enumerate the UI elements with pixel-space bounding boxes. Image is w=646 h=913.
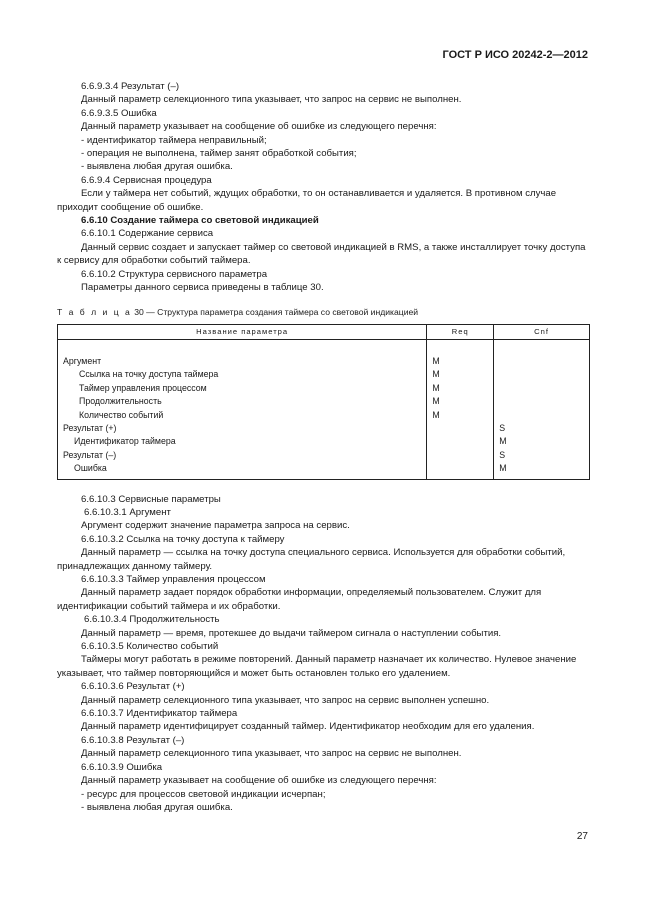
document-header: ГОСТ Р ИСО 20242-2—2012 bbox=[442, 49, 588, 61]
table-row bbox=[58, 422, 590, 435]
paragraph: Таймеры могут работать в режиме повторений. Данный параметр назначает их количество. Нулевое значение указывает, что таймер повторяющийся и может быть остановлен только его удалением. bbox=[57, 654, 577, 679]
clause-heading: 6.6.9.3.5 Ошибка bbox=[81, 107, 157, 119]
table-cell-cnf: M bbox=[494, 435, 590, 448]
table-cell-req: M bbox=[427, 395, 494, 408]
clause-heading: 6.6.9.3.4 Результат (–) bbox=[81, 81, 180, 92]
clause-heading: 6.6.10.3.4 Продолжительность bbox=[84, 614, 220, 626]
table-cell-cnf: S bbox=[494, 422, 590, 435]
table-cell-req bbox=[427, 435, 494, 448]
table-row bbox=[58, 462, 590, 479]
table-cell-cnf bbox=[494, 382, 590, 395]
table-cell-req: M bbox=[427, 368, 494, 381]
column-header-name: Название параметра bbox=[58, 324, 427, 339]
column-header-cnf: Cnf bbox=[494, 324, 590, 339]
table-cell-name: Таймер управления процессом bbox=[58, 382, 427, 395]
clause-heading: 6.6.10.3.6 Результат (+) bbox=[81, 681, 185, 693]
paragraph: Если у таймера нет событий, ждущих обработки, то он останавливается и удаляется. В противном случае приходит сообщение об ошибке. bbox=[57, 188, 557, 213]
paragraph: Данный параметр селекционного типа указывает, что запрос на сервис не выполнен. bbox=[81, 94, 462, 106]
table-row bbox=[58, 368, 590, 381]
table-cell-req: M bbox=[427, 339, 494, 368]
paragraph: Данный параметр — ссылка на точку доступа специального сервиса. Используется для обработки событий, принадлежащих данному таймеру. bbox=[57, 547, 566, 572]
list-item: - ресурс для процессов световой индикации исчерпан; bbox=[81, 788, 326, 800]
clause-heading: 6.6.10.1 Содержание сервиса bbox=[81, 228, 214, 240]
table-cell-req: M bbox=[427, 409, 494, 422]
table-cell-name: Результат (–) bbox=[58, 449, 427, 462]
table-cell-req bbox=[427, 449, 494, 462]
table-cell-cnf: M bbox=[494, 462, 590, 479]
page-number: 27 bbox=[576, 831, 588, 842]
clause-heading: 6.6.10.3.5 Количество событий bbox=[81, 641, 219, 653]
list-item: - выявлена любая другая ошибка. bbox=[81, 161, 233, 173]
table-row bbox=[58, 435, 590, 448]
clause-heading: 6.6.10.3.1 Аргумент bbox=[84, 506, 171, 518]
paragraph: Данный параметр селекционного типа указывает, что запрос на сервис выполнен успешно. bbox=[81, 694, 490, 706]
table-caption bbox=[57, 306, 590, 319]
table-header-row bbox=[58, 324, 590, 339]
table-caption-text: 30 — Структура параметра создания таймера со световой индикацией bbox=[134, 306, 419, 317]
table-cell-name: Аргумент bbox=[58, 339, 427, 368]
table-cell-req bbox=[427, 422, 494, 435]
table-cell-name: Результат (+) bbox=[58, 422, 427, 435]
paragraph: Данный параметр селекционного типа указывает, что запрос на сервис не выполнен. bbox=[81, 748, 462, 760]
table-cell-cnf bbox=[494, 395, 590, 408]
table-cell-cnf bbox=[494, 368, 590, 381]
clause-heading: 6.6.10.3.2 Ссылка на точку доступа к таймеру bbox=[81, 533, 285, 545]
paragraph: Параметры данного сервиса приведены в таблице 30. bbox=[81, 282, 324, 294]
list-item: - идентификатор таймера неправильный; bbox=[81, 134, 267, 146]
paragraph: Данный параметр указывает на сообщение об ошибке из следующего перечня: bbox=[81, 121, 437, 133]
table-row bbox=[58, 339, 590, 368]
clause-heading: 6.6.10.3.8 Результат (–) bbox=[81, 734, 185, 746]
table-cell-name: Ошибка bbox=[58, 462, 427, 479]
column-header-req: Req bbox=[427, 324, 494, 339]
paragraph: Данный параметр — время, протекшее до выдачи таймером сигнала о наступлении события. bbox=[81, 627, 502, 639]
clause-heading: 6.6.10.3.7 Идентификатор таймера bbox=[81, 708, 238, 720]
table-cell-cnf bbox=[494, 409, 590, 422]
table-row bbox=[58, 382, 590, 395]
table-cell-name: Ссылка на точку доступа таймера bbox=[58, 368, 427, 381]
table-cell-req: M bbox=[427, 382, 494, 395]
clause-heading: 6.6.10.2 Структура сервисного параметра bbox=[81, 268, 268, 280]
table-cell-name: Продолжительность bbox=[58, 395, 427, 408]
clause-heading: 6.6.10.3.9 Ошибка bbox=[81, 761, 163, 773]
paragraph: Данный параметр указывает на сообщение об ошибке из следующего перечня: bbox=[81, 775, 437, 787]
table-row bbox=[58, 409, 590, 422]
table-row bbox=[58, 395, 590, 408]
table-cell-name: Идентификатор таймера bbox=[58, 435, 427, 448]
table-caption-label: Т а б л и ц а bbox=[57, 306, 132, 317]
clause-heading: 6.6.10.3 Сервисные параметры bbox=[81, 493, 221, 505]
table-cell-cnf: S bbox=[494, 449, 590, 462]
list-item: - выявлена любая другая ошибка. bbox=[81, 801, 233, 813]
table-row bbox=[58, 449, 590, 462]
paragraph: Данный параметр задает порядок обработки информации, определяемый пользователем. Служит для идентификации событий таймера и их обработки. bbox=[57, 587, 542, 612]
paragraph: Данный сервис создает и запускает таймер со световой индикацией в RMS, а также инсталлирует точку доступа к сервису для обработки событий таймера. bbox=[57, 241, 586, 267]
list-item: - операция не выполнена, таймер занят обработкой события; bbox=[81, 148, 357, 160]
paragraph: Данный параметр идентифицирует созданный таймер. Идентификатор необходим для его удаления. bbox=[81, 721, 535, 733]
parameter-table bbox=[57, 324, 590, 480]
table-cell-cnf bbox=[494, 339, 590, 368]
table-cell-name: Количество событий bbox=[58, 409, 427, 422]
section-heading: 6.6.10 Создание таймера со световой индикацией bbox=[81, 215, 319, 227]
clause-heading: 6.6.9.4 Сервисная процедура bbox=[81, 174, 212, 186]
paragraph: Аргумент содержит значение параметра запроса на сервис. bbox=[81, 520, 350, 532]
clause-heading: 6.6.10.3.3 Таймер управления процессом bbox=[81, 574, 266, 585]
table-cell-req bbox=[427, 462, 494, 479]
page-body bbox=[57, 80, 590, 814]
